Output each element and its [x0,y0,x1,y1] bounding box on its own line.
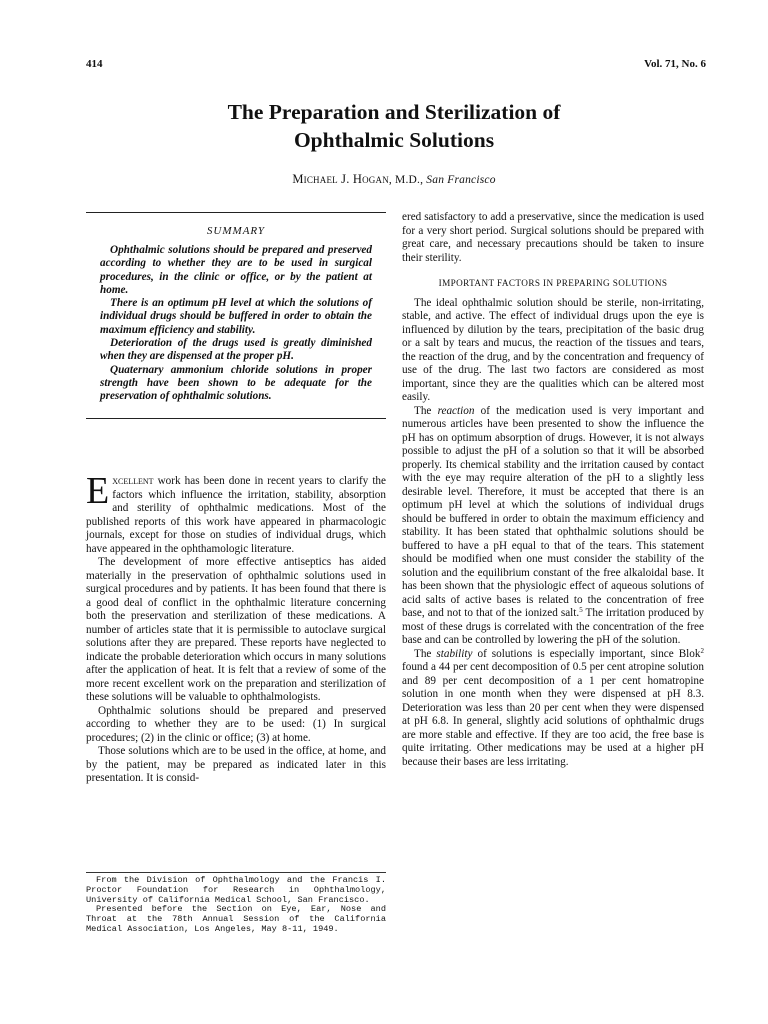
left-column [86,470,386,786]
text-span: The [414,647,437,660]
article-title [86,98,702,154]
text-span: The [414,404,438,417]
body-paragraph: Those solutions which are to be used in the office, at home, and by the patient, may be prepared as indicated later in this presentation. It is consid- [86,745,386,784]
body-paragraph [402,405,704,648]
volume-issue: Vol. 71, No. 6 [644,58,706,70]
reference-mark: 2 [700,646,704,655]
intro-text: work has been done in recent years to clarify the factors which influence the irritation, stability, absorption and sterility of ophthalmic medications. Most of the published reports of this work have appeared in pharmacologic journals, except for those on studies of individual drugs, which have appeared in the ophthamologic literature. [86,475,386,555]
emphasis: stability [436,647,473,660]
body-paragraph [402,648,704,770]
reference-mark: 5 [579,606,583,614]
title-line-1: The Preparation and Sterilization of [227,100,561,124]
footnote: From the Division of Ophthalmology and the Francis I. Proctor Foundation for Research in Ophthalmology, University of California Medical School, San Francisco. [86,875,386,905]
summary-paragraph: There is an optimum pH level at which the solutions of individual drugs should be buffered in order to obtain the maximum efficiency and stability. [100,297,372,336]
lead-word: xcellent [112,473,154,487]
emphasis: reaction [437,404,475,417]
footnotes [86,872,386,935]
intro-paragraph [86,470,386,556]
text-span: of the medication used is very important and numerous articles have been presented to show the influence the pH has on optimum absorption of drugs. However, it is not always possible to adjust the pH of a solution so that it will be absorbed properly. Its chemical stability and the irritation caused by contact with the eye may require alteration of the pH to a slightly less desirable level. Therefore, it must be accepted that there is an optimum pH level at which the solutions of individual drugs should be buffered in order to obtain the maximum efficiency and stability. It has been stated that ophthalmic solutions should be buffered to have a pH equal to that of the tears. This statement should be modified when one must consider the stability of the solution and the equilibrium constant of the free alkaloidal base. It has been shown that the physiologic effect of aqueous solutions of acid salts of active bases is related to the concentration of free base, and not to that of the ionized salt. [402,404,704,619]
text-span: of solutions is especially important, since Blok [472,647,701,660]
text-span: found a 44 per cent decomposition of 0.5 per cent atropine solution and 89 per cent decomposition of a 1 per cent homatropine solution in one month when they were dispensed at pH 8.3. Deterioration was less than 20 per cent when they were dispensed at pH 6.8. In general, slightly acid solutions of ophthalmic drugs are more stable and effective. If they are too acid, the free base is quite irritating. Other medications may be used at a higher pH because their bases are less irritating. [402,661,704,768]
footnote: Presented before the Section on Eye, Ear, Nose and Throat at the 78th Annual Session of the California Medical Association, Los Angeles, May 8-11, 1949. [86,904,386,934]
author-line [86,172,702,187]
summary-box [86,212,386,419]
drop-cap: E [86,470,110,512]
right-column [402,211,704,769]
author-degree: , M.D., [388,174,427,186]
body-paragraph: The development of more effective antiseptics has aided materially in the preservation of ophthalmic solutions used in surgical procedures and by patients. It has been found that there is a good deal of conflict in the ophthalmic literature concerning both the preservation and sterilization of these medications. A number of articles state that it is permissible to autoclave surgical solutions after they are prepared. These reports have neglected to indicate the probable deterioration which occurs in many solutions after the application of heat. It is felt that a review of some of the more recent excellent work on the preparation and sterilization of these solutions will be valuable to ophthalmologists. [86,556,386,703]
summary-paragraph: Ophthalmic solutions should be prepared and preserved according to whether they are to be used in surgical procedures, in the clinic or office, or by the patient at home. [100,244,372,296]
section-heading: IMPORTANT FACTORS IN PREPARING SOLUTIONS [438,278,668,288]
body-paragraph: ered satisfactory to add a preservative, since the medication is used for a very short period. Surgical solutions should be prepared with great care, and necessary precautions should be taken to insure their sterility. [402,211,704,264]
summary-paragraph: Deterioration of the drugs used is greatly diminished when they are dispensed at the proper pH. [100,337,372,363]
page-number: 414 [86,58,103,70]
author-name: Michael J. Hogan [292,172,389,186]
body-paragraph: The ideal ophthalmic solution should be sterile, non-irritating, stable, and active. The effect of individual drugs upon the eye is influenced by dilution by the tears, precipitation of the basic drug or a salt by tears and mucus, the reaction of the tissues and tears, the reaction of the drug, and by the concentration and frequency of use of the drug. The last two factors are considered as most important, since they are the qualities which can be altered most easily. [402,296,704,403]
title-line-2: Ophthalmic Solutions [293,128,495,152]
summary-paragraph: Quaternary ammonium chloride solutions in proper strength have been shown to be adequate for the preservation of ophthalmic solutions. [100,363,372,403]
summary-heading: SUMMARY [206,225,266,237]
body-paragraph: Ophthalmic solutions should be prepared and preserved according to whether they are to be used: (1) In surgical procedures; (2) in the clinic or office; (3) at home. [86,704,386,744]
text-span: The irritation produced by most of these drugs is correlated with the concentration of the free base and can be controlled by lowering the pH of the solution. [402,607,704,646]
author-city: San Francisco [426,174,496,186]
